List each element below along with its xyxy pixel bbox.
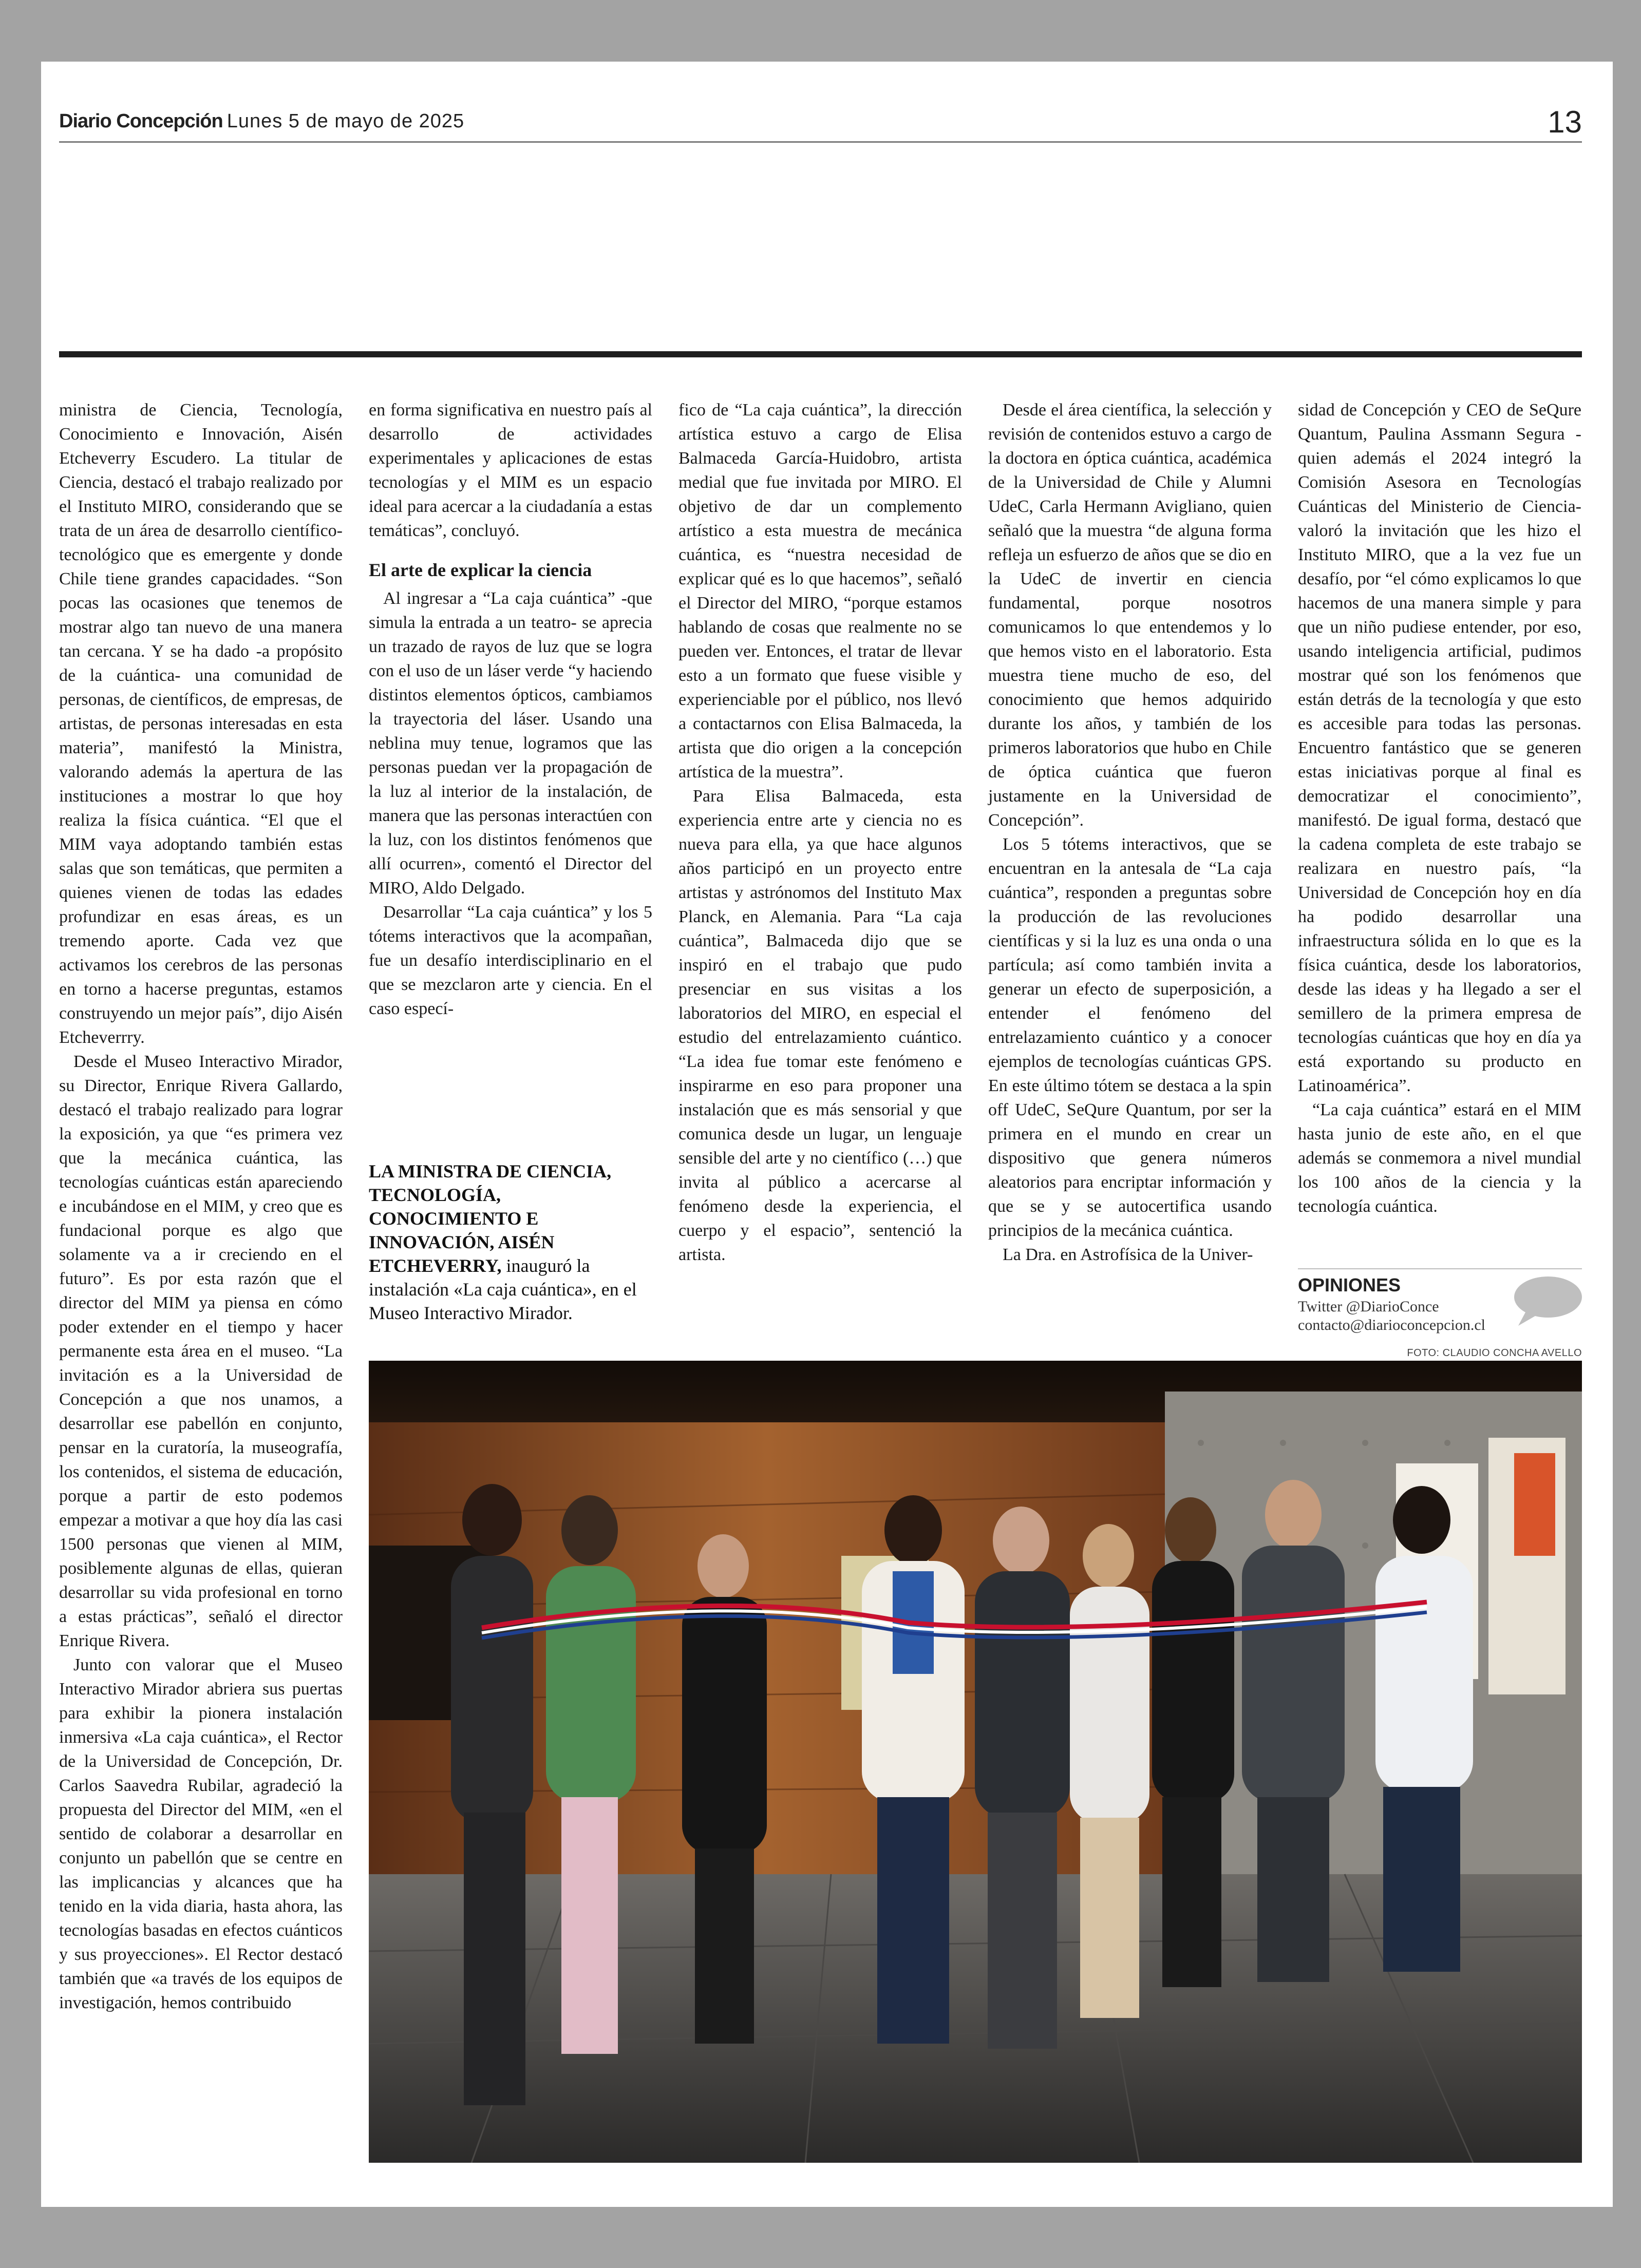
article-column-2 [369,398,652,1021]
masthead-brand-line [59,110,464,132]
contact-email[interactable]: contacto@diarioconcepcion.cl [1298,1317,1485,1333]
opiniones-title: OPINIONES [1298,1274,1401,1295]
paragraph: La Dra. en Astrofísica de la Univer- [1003,1245,1253,1264]
paragraph: “La caja cuántica” estará en el MIM hasta junio de este año, en el que además se conmemora a nivel mundial los 100 años de la ciencia y la tecnología cuántica. [1298,1100,1581,1216]
caption-text: inauguró la instalación «La caja cuántica», en el Museo Interactivo Mirador. [369,1255,637,1323]
masthead [59,105,1582,143]
paragraph: en forma significativa en nuestro país al desarrollo de actividades experimentales y aplicaciones de estas tecnologías y el MIM es un espacio ideal para acercar a la ciudadanía a estas temáticas”, concluyó. [369,401,652,540]
twitter-handle[interactable]: Twitter @DiarioConce [1298,1298,1439,1315]
paragraph: fico de “La caja cuántica”, la dirección artística estuvo a cargo de Elisa Balmaceda García-Huidobro, artista medial que fue invitada por MIRO. El objetivo de dar un complemento artístico a esta muestra de mecánica cuántica, es “nuestra necesidad de explicar qué es lo que hacemos”, señaló el Director del MIRO, “porque estamos hablando de cosas que realmente no se pueden ver. Entonces, el tratar de llevar esto a un formato que fuese visible y experienciable por el público, nos llevó a contactarnos con Elisa Balmaceda, la artista que dio origen a la concepción artística de la muestra”. [678,401,962,782]
article-column-5 [1298,398,1581,1218]
paragraph: Al ingresar a “La caja cuántica” -que simula la entrada a un teatro- se aprecia un trazado de rayos de luz que se logra con el uso de un láser verde “y haciendo distintos elementos ópticos, cambiamos la trayectoria del láser. Usando una neblina muy tenue, logramos que las personas puedan ver la propagación de la luz al interior de la instalación, de manera que las personas interactúen con la luz, con los distintos fenómenos que allí ocurren», comentó el Director del MIRO, Aldo Delgado. [369,589,652,898]
ribbon-cutting-photo [369,1361,1582,2163]
page-number: 13 [1548,105,1582,139]
section-heading: El arte de explicar la ciencia [369,560,592,580]
newspaper-name: Diario Concepción [59,110,223,132]
photo-caption [369,1159,654,1325]
paragraph: Desde el área científica, la selección y revisión de contenidos estuvo a cargo de la doctora en óptica cuántica, académica de la Universidad de Chile y Alumni UdeC, Carla Hermann Avigliano, quien señaló que la muestra “de alguna forma refleja un esfuerzo de años que se dio en la UdeC de invertir en ciencia fundamental, porque nosotros comunicamos lo que entendemos y lo que hemos visto en el laboratorio. Esta muestra tiene mucho de eso, del conocimiento que hemos adquirido durante los años, y también de los primeros laboratorios que hubo en Chile de óptica cuántica que fueron justamente en la Universidad de Concepción”. [988,401,1272,830]
article-column-4 [988,398,1272,1267]
speech-bubble-icon [1511,1274,1583,1328]
paragraph: Para Elisa Balmaceda, esta experiencia entre arte y ciencia no es nueva para ella, ya que hace algunos años participó en un proyecto entre artistas y astrónomos del Instituto Max Planck, en Alemania. Para “La caja cuántica”, Balmaceda dijo que se inspiró en el trabajo que pudo presenciar en sus visitas a los laboratorios del MIRO, en especial el estudio del entrelazamiento cuántico. “La idea fue tomar este fenómeno e inspirarme en eso para proponer una instalación que es más sensorial y que comunica desde un lugar, un lenguaje sensible del arte y no científico (…) que invita al público a acercarse al fenómeno desde la experiencia, el cuerpo y el espacio”, sentenció la artista. [678,787,962,1264]
caption-lead: LA MINISTRA DE CIENCIA, TECNOLOGÍA, CONOCIMIENTO E INNOVACIÓN, AISÉN ETCHEVERRY, [369,1161,612,1276]
article-column-1 [59,398,343,2015]
paragraph: Los 5 tótems interactivos, que se encuentran en la antesala de “La caja cuántica”, responden a preguntas sobre la producción de las revoluciones científicas y si la luz es una onda o una partícula; así como también invita a generar un efecto de superposición, a entender el fenómeno del entrelazamiento cuántico y a conocer ejemplos de tecnologías cuánticas GPS. En este último tótem se destaca a la spin off UdeC, SeQure Quantum, por ser la primera en el mundo en crear un dispositivo que genera números aleatorios para encriptar información y que se y se autocertifica usando principios de la mecánica cuántica. [988,835,1272,1240]
issue-date: Lunes 5 de mayo de 2025 [227,110,465,132]
paragraph: ministra de Ciencia, Tecnología, Conocimiento e Innovación, Aisén Etcheverry Escudero. La titular de Ciencia, destacó el trabajo realizado por el Instituto MIRO, considerando que se trata de un área de desarrollo científico-tecnológico que es emergente y donde Chile tiene grandes capacidades. “Son pocas las ocasiones que tenemos de mostrar algo tan nuevo de una manera tan cercana. Y se ha dado -a propósito de la cuántica- una comunidad de personas, de científicos, de empresas, de artistas, de personas interesadas en esta materia”, manifestó la Ministra, valorando además la apertura de las instituciones a mostrar lo que hoy realiza la física cuántica. “El que el MIM vaya adoptando también estas salas que son temáticas, que permiten a quienes vienen de todas las edades profundizar en esas áreas, es un tremendo aporte. Cada vez que activamos los cerebros de las personas en torno a hacerse preguntas, estamos construyendo un mejor país”, dijo Aisén Etcheverrry. [59,401,343,1047]
section-rule [59,351,1582,357]
paragraph: Desarrollar “La caja cuántica” y los 5 tótems interactivos que la acompañan, fue un desafío interdisciplinario en el que se mezclaron arte y ciencia. En el caso especí- [369,903,652,1018]
opiniones-box [1298,1268,1582,1331]
paragraph: sidad de Concepción y CEO de SeQure Quantum, Paulina Assmann Segura -quien además el 2024 integró la Comisión Asesora en Tecnologías Cuánticas del Ministerio de Ciencia- valoró la invitación que les hizo el Instituto MIRO, que a la vez fue un desafío, por “el cómo explicamos lo que hacemos de una manera simple y para que un niño pudiese entender, por eso, usando inteligencia artificial, pudimos mostrar qué son los fenómenos que están detrás de la tecnología y que esto es accesible para todas las personas. Encuentro fantástico que se generen estas iniciativas porque al final es democratizar el conocimiento”, manifestó. De igual forma, destacó que la cadena completa de este trabajo se realizara en nuestro país, “la Universidad de Concepción hoy en día ha podido desarrollar una infraestructura sólida en lo que es la física cuántica, desde los laboratorios, desde las ideas y ha llegado a ser el semillero de la primera empresa de tecnologías cuánticas que hoy en día ya está exportando su producto en Latinoamérica”. [1298,401,1581,1095]
paragraph: Junto con valorar que el Museo Interactivo Mirador abriera sus puertas para exhibir la pionera instalación inmersiva «La caja cuántica», el Rector de la Universidad de Concepción, Dr. Carlos Saavedra Rubilar, agradeció la propuesta del Director del MIM, «en el sentido de colaborar a desarrollar en conjunto un pabellón que se centre en las implicancias y alcances que ha tenido en la vida diaria, hasta ahora, las tecnologías basadas en efectos cuánticos y sus proyecciones». El Rector destacó también que «a través de los equipos de investigación, hemos contribuido [59,1655,343,2012]
article-column-3 [678,398,962,1267]
event-photo [369,1361,1582,2163]
photo-credit: FOTO: CLAUDIO CONCHA AVELLO [1407,1347,1582,1359]
paragraph: Desde el Museo Interactivo Mirador, su Director, Enrique Rivera Gallardo, destacó el trabajo realizado para lograr la exposición, ya que “es primera vez que la mecánica cuántica, las tecnologías cuánticas están apareciendo e incubándose en el MIM, y creo que es fundacional porque es algo que solamente va a ir creciendo en el futuro”. Es por esta razón que el director del MIM ya piensa en cómo poder extender en el tiempo y hacer permanente esta área en el museo. “La invitación es a la Universidad de Concepción a que nos unamos, a desarrollar ese pabellón en conjunto, pensar en la curatoría, la museografía, los contenidos, el sistema de educación, porque a partir de esto podemos empezar a motivar a que hoy día las casi 1500 personas que vienen al MIM, posiblemente algunas de ellas, quieran desarrollar su vida profesional en torno a estas prácticas”, señaló el director Enrique Rivera. [59,1052,343,1650]
